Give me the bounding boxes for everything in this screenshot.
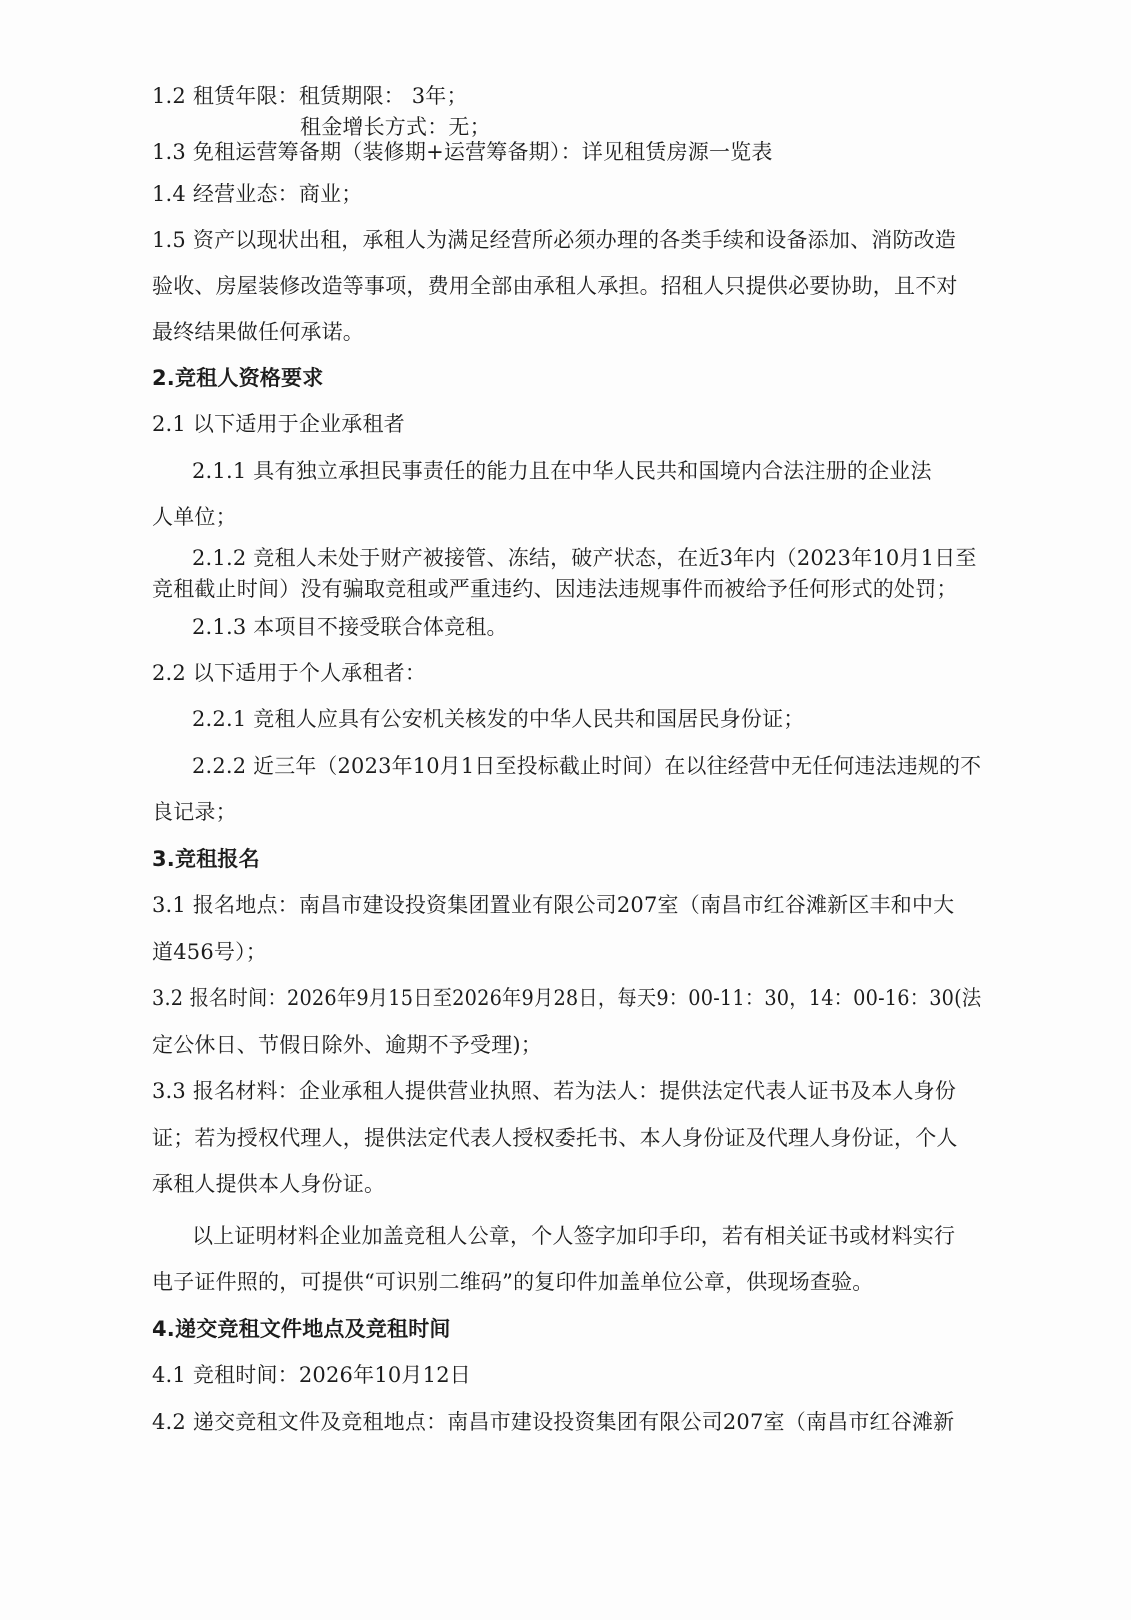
- text-line: 良记录；: [152, 800, 237, 824]
- text-line: 验收、房屋装修改造等事项，费用全部由承租人承担。招租人只提供必要协助，且不对: [152, 274, 958, 298]
- text-line: 2.2.1 竞租人应具有公安机关核发的中华人民共和国居民身份证；: [192, 707, 805, 731]
- text-line: 人单位；: [152, 505, 237, 529]
- text-line: 1.5 资产以现状出租，承租人为满足经营所必须办理的各类手续和设备添加、消防改造: [152, 228, 957, 252]
- text-line: 2.1 以下适用于企业承租者: [152, 412, 405, 436]
- text-line: 1.3 免租运营筹备期（装修期+运营筹备期）：详见租赁房源一览表: [152, 140, 773, 164]
- text-line: 4.2 递交竞租文件及竞租地点：南昌市建设投资集团有限公司207室（南昌市红谷滩新: [152, 1410, 955, 1434]
- text-line: 4.1 竞租时间：2026年10月12日: [152, 1363, 471, 1387]
- text-line: 承租人提供本人身份证。: [152, 1172, 386, 1196]
- text-line: 3.2 报名时间：2026年9月15日至2026年9月28日，每天9：00-11：30，14：00-16：30(法: [152, 986, 982, 1010]
- text-line: 2.2 以下适用于个人承租者：: [152, 661, 427, 685]
- text-line: 租金增长方式：无；: [300, 115, 491, 139]
- text-line: 3.3 报名材料：企业承租人提供营业执照、若为法人：提供法定代表人证书及本人身份: [152, 1079, 957, 1103]
- text-line: 电子证件照的，可提供“可识别二维码”的复印件加盖单位公章，供现场查验。: [152, 1270, 874, 1294]
- text-line: 2.2.2 近三年（2023年10月1日至投标截止时间）在以往经营中无任何违法违规的不: [192, 754, 982, 778]
- text-line: 3.1 报名地点：南昌市建设投资集团置业有限公司207室（南昌市红谷滩新区丰和中大: [152, 893, 955, 917]
- text-line: 2.1.1 具有独立承担民事责任的能力且在中华人民共和国境内合法注册的企业法: [192, 459, 932, 483]
- text-line: 最终结果做任何承诺。: [152, 320, 364, 344]
- section-heading: 4.递交竞租文件地点及竞租时间: [152, 1317, 451, 1341]
- section-heading: 3.竞租报名: [152, 847, 260, 871]
- text-line: 1.2 租赁年限：租赁期限： 3年；: [152, 84, 468, 108]
- text-line: 证；若为授权代理人，提供法定代表人授权委托书、本人身份证及代理人身份证，个人: [152, 1126, 958, 1150]
- text-line: 竞租截止时间）没有骗取竞租或严重违约、因违法违规事件而被给予任何形式的处罚；: [152, 577, 958, 601]
- text-line: 道456号）；: [152, 940, 267, 964]
- text-line: 以上证明材料企业加盖竞租人公章，个人签字加印手印，若有相关证书或材料实行: [192, 1224, 956, 1248]
- text-line: 2.1.2 竞租人未处于财产被接管、冻结，破产状态，在近3年内（2023年10月1日至: [192, 546, 977, 570]
- section-heading: 2.竞租人资格要求: [152, 366, 324, 390]
- text-line: 定公休日、节假日除外、逾期不予受理)；: [152, 1033, 542, 1057]
- text-line: 1.4 经营业态：商业；: [152, 182, 363, 206]
- text-line: 2.1.3 本项目不接受联合体竞租。: [192, 615, 508, 639]
